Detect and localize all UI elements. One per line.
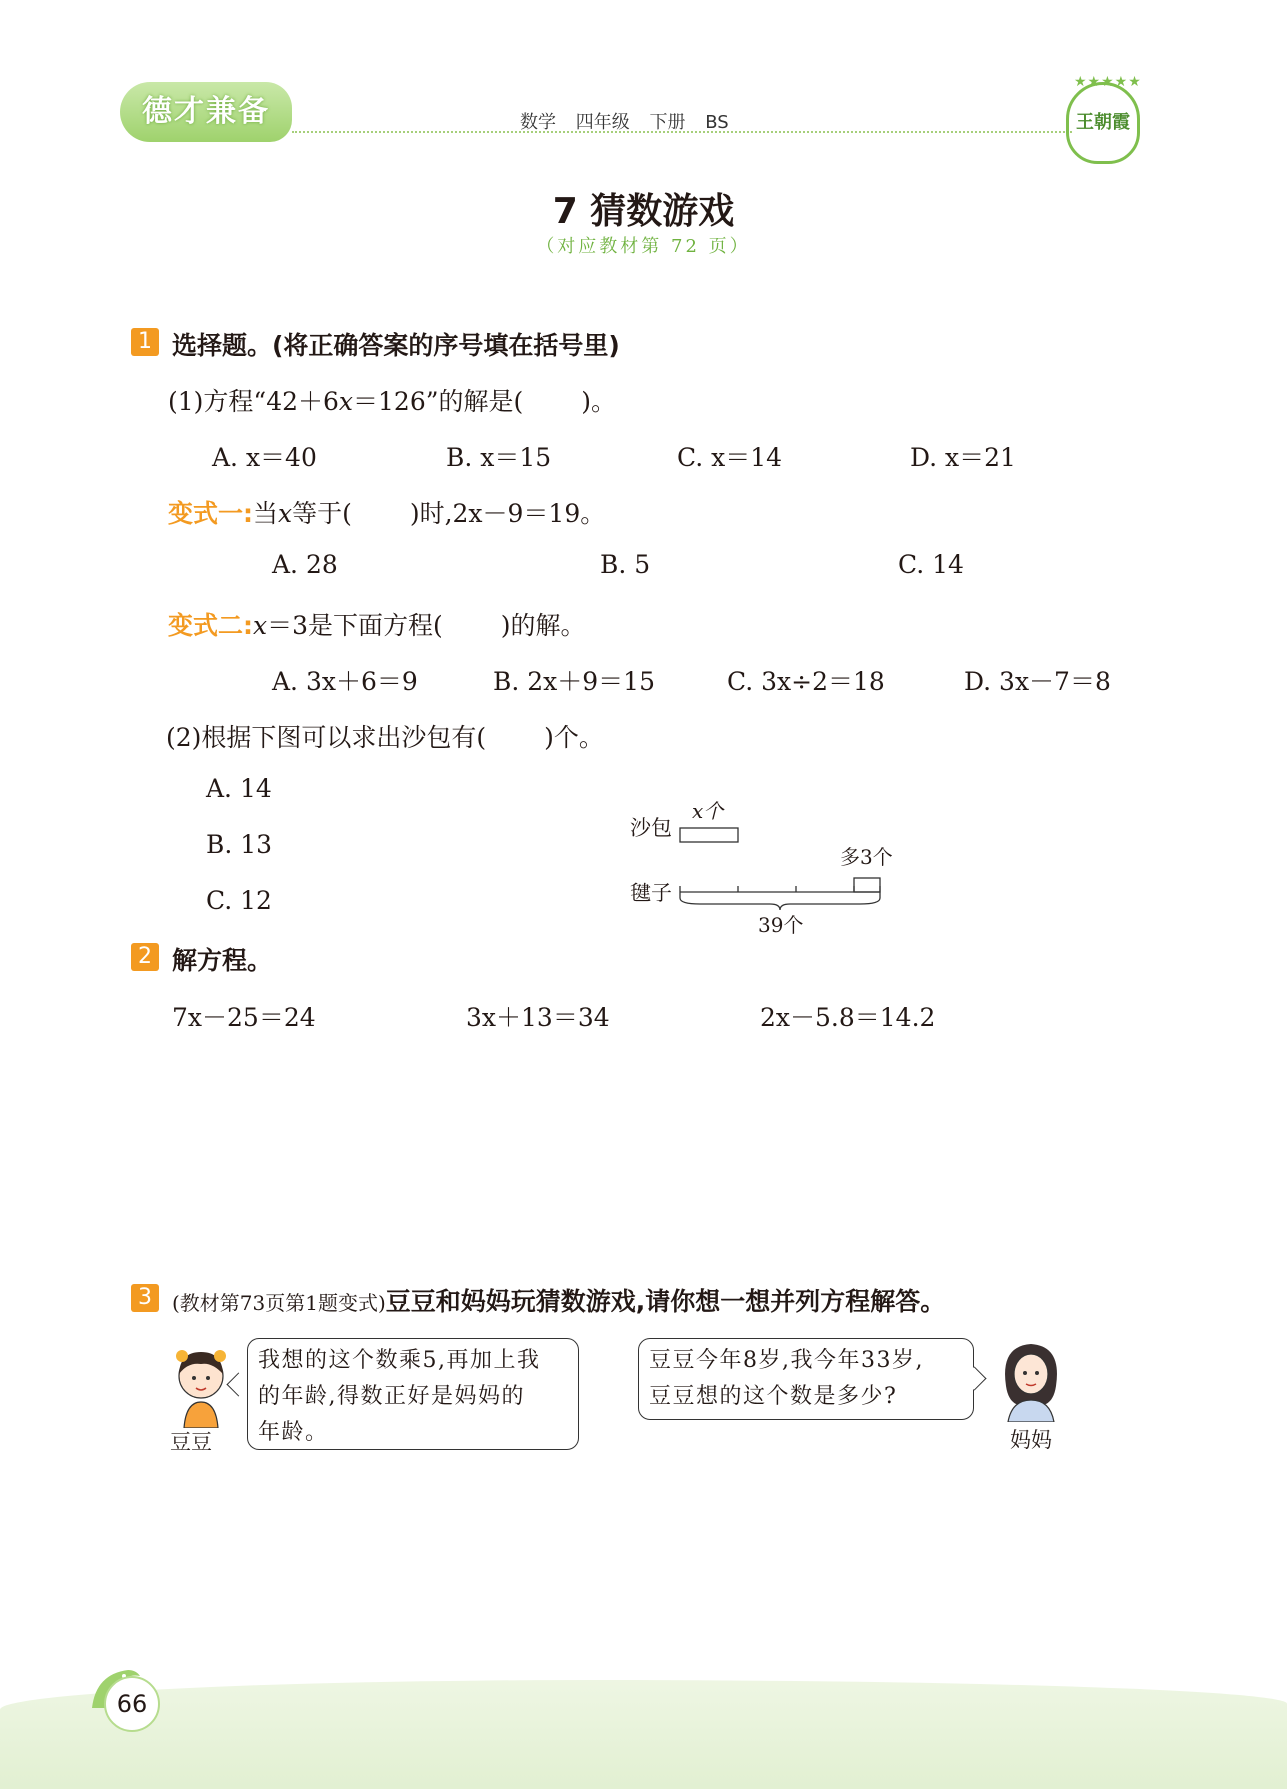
grade: 四年级 [575,112,630,133]
variant-1-pre: 当 [253,499,279,528]
edition: BS [705,112,729,133]
mother-avatar [996,1338,1066,1422]
q1-option-a[interactable]: A. x＝40 [212,443,317,472]
doudou-speech-bubble [247,1338,579,1450]
shuttlecock-label: 毽子 [630,881,672,905]
equation-3: 2x－5.8＝14.2 [760,1003,936,1032]
q1-option-d[interactable]: D. x＝21 [910,443,1016,472]
variant-1-option-b[interactable]: B. 5 [600,550,651,579]
variant-1-option-c[interactable]: C. 14 [898,550,964,579]
section-1-title: 选择题。(将正确答案的序号填在括号里) [172,331,620,360]
q1-option-b[interactable]: B. x＝15 [446,443,552,472]
section-3-note: (教材第73页第1题变式) [172,1291,386,1315]
q1-stem-pre: (1)方程“42＋6 [168,387,339,416]
mother-speech-bubble [638,1338,974,1420]
equation-1: 7x－25＝24 [172,1003,316,1032]
q1-option-c[interactable]: C. x＝14 [677,443,783,472]
extra-segment [854,878,880,892]
equation-2: 3x＋13＝34 [466,1003,610,1032]
q2-option-c[interactable]: C. 12 [206,886,272,915]
variant-2-stem [168,606,585,642]
section-3-title [172,1282,945,1318]
doudou-line-1: 我想的这个数乘5,再加上我 [258,1348,541,1373]
variant-2-option-b[interactable]: B. 2x＋9＝15 [493,667,655,696]
variant-1-option-a[interactable]: A. 28 [272,550,338,579]
variant-2-option-c[interactable]: C. 3x÷2＝18 [727,667,885,696]
mother-label: 妈妈 [1010,1428,1052,1452]
doudou-avatar [168,1346,234,1428]
brand-logo: 德才兼备 [120,82,292,142]
total-label: 39个 [758,913,804,937]
sandbag-label: 沙包 [630,816,672,840]
q2-option-b[interactable]: B. 13 [206,830,273,859]
doudou-label: 豆豆 [170,1430,212,1454]
seal-stars-icon: ★★★★★ [1074,74,1142,90]
variant-2-option-d[interactable]: D. 3x－7＝8 [964,667,1111,696]
q1-stem-post: ＝126”的解是( )。 [353,387,616,416]
seal-logo: 王朝霞 [1066,82,1140,164]
q2-option-a[interactable]: A. 14 [206,774,272,803]
header-subject-info [520,108,743,134]
subject: 数学 [520,112,556,133]
section-3-badge: 3 [131,1284,159,1312]
section-3-title-text: 豆豆和妈妈玩猜数游戏,请你想一想并列方程解答。 [385,1287,946,1316]
volume: 下册 [649,112,686,133]
doudou-line-3: 年龄。 [258,1420,329,1445]
variant-2-option-a[interactable]: A. 3x＋6＝9 [272,667,418,696]
sandbag-count-label: x个 [692,799,724,823]
section-2-badge: 2 [131,943,159,971]
question-1-stem [168,382,616,418]
footer-band [0,1680,1287,1789]
variant-1-post: 等于( )时,2x－9＝19。 [292,499,606,528]
variant-1-var: x [278,499,293,528]
doudou-line-2: 的年龄,得数正好是妈妈的 [258,1384,525,1409]
variant-2-var: x [253,611,268,640]
variant-1-stem [168,494,605,530]
section-2-title: 解方程。 [172,946,273,975]
variant-2-label: 变式二: [168,611,253,640]
mother-line-2: 豆豆想的这个数是多少? [649,1384,898,1409]
page-number: 66 [116,1690,148,1718]
mother-line-1: 豆豆今年8岁,我今年33岁, [649,1348,924,1373]
line-segment-diagram [620,790,920,940]
lesson-title: 7 猜数游戏 [552,191,735,232]
variant-1-label: 变式一: [168,499,253,528]
sandbag-segment [680,828,738,842]
textbook-reference: （对应教材第 72 页） [536,236,751,257]
more-label: 多3个 [840,845,893,869]
question-2-stem: (2)根据下图可以求出沙包有( )个。 [166,723,604,752]
q1-stem-var: x [338,387,354,416]
section-1-badge: 1 [131,328,159,356]
total-brace [680,898,880,910]
variant-2-post: ＝3是下面方程( )的解。 [267,611,586,640]
